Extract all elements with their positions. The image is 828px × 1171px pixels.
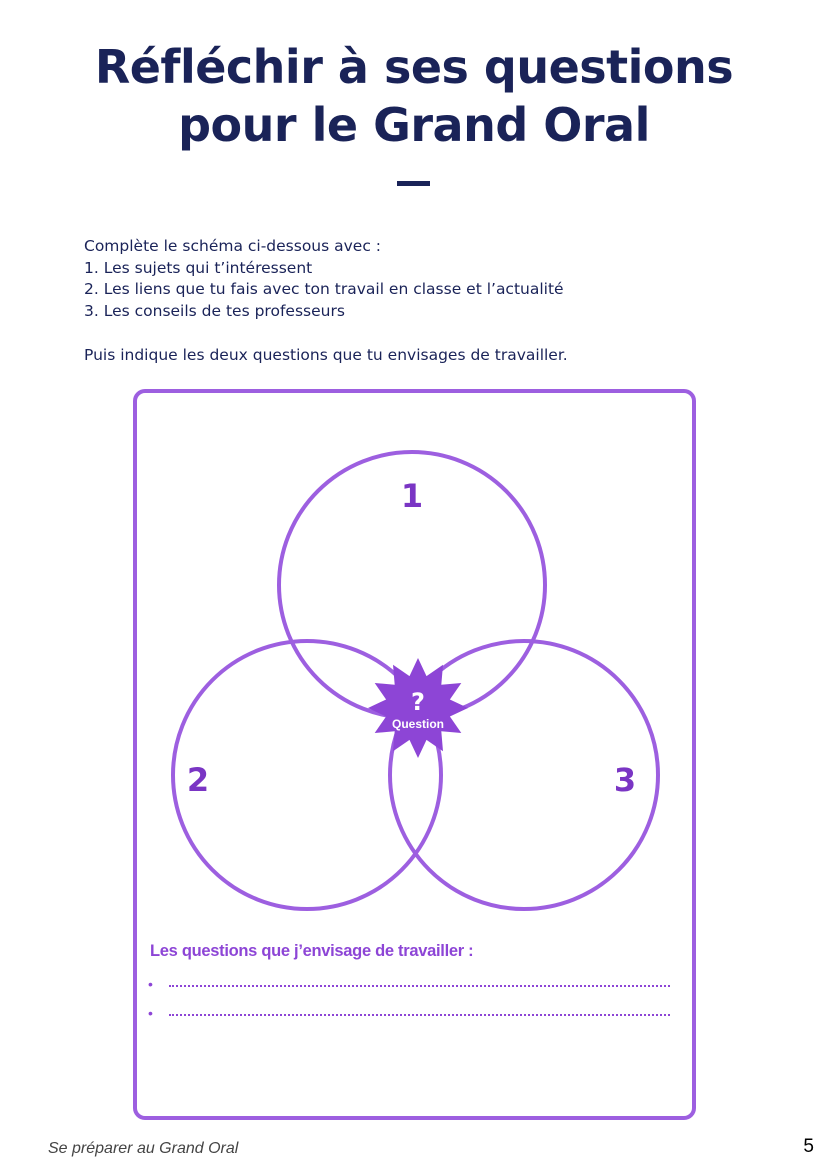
instruction-item-3: 3. Les conseils de tes professeurs [84,302,345,321]
page-title-line-1: Réfléchir à ses questions [94,40,734,94]
footer-document-title: Se préparer au Grand Oral [48,1140,239,1157]
dotted-answer-line[interactable] [169,985,670,987]
page-number: 5 [803,1136,814,1157]
dotted-answer-line[interactable] [169,1014,670,1016]
questions-heading: Les questions que j’envisage de travailler : [150,942,474,960]
instructions-lead: Complète le schéma ci-dessous avec : [84,237,382,255]
instructions-closing: Puis indique les deux questions que tu envisages de travailler. [84,345,568,364]
bullet-icon: • [148,976,153,992]
question-answer-line-2[interactable] [148,1006,670,1020]
page-title-line-2: pour le Grand Oral [178,98,650,152]
instruction-item-2: 2. Les liens que tu fais avec ton travail en classe et l’actualité [84,280,564,299]
venn-label-2: 2 [186,761,210,799]
question-star-label: Question [391,717,445,731]
question-mark-symbol: ? [411,688,425,716]
venn-label-1: 1 [400,477,424,515]
question-answer-line-1[interactable] [148,977,670,991]
question-star-badge [368,658,468,758]
instruction-item-1: 1. Les sujets qui t’intéressent [84,258,313,277]
venn-label-3: 3 [613,761,637,799]
bullet-icon: • [148,1005,153,1021]
